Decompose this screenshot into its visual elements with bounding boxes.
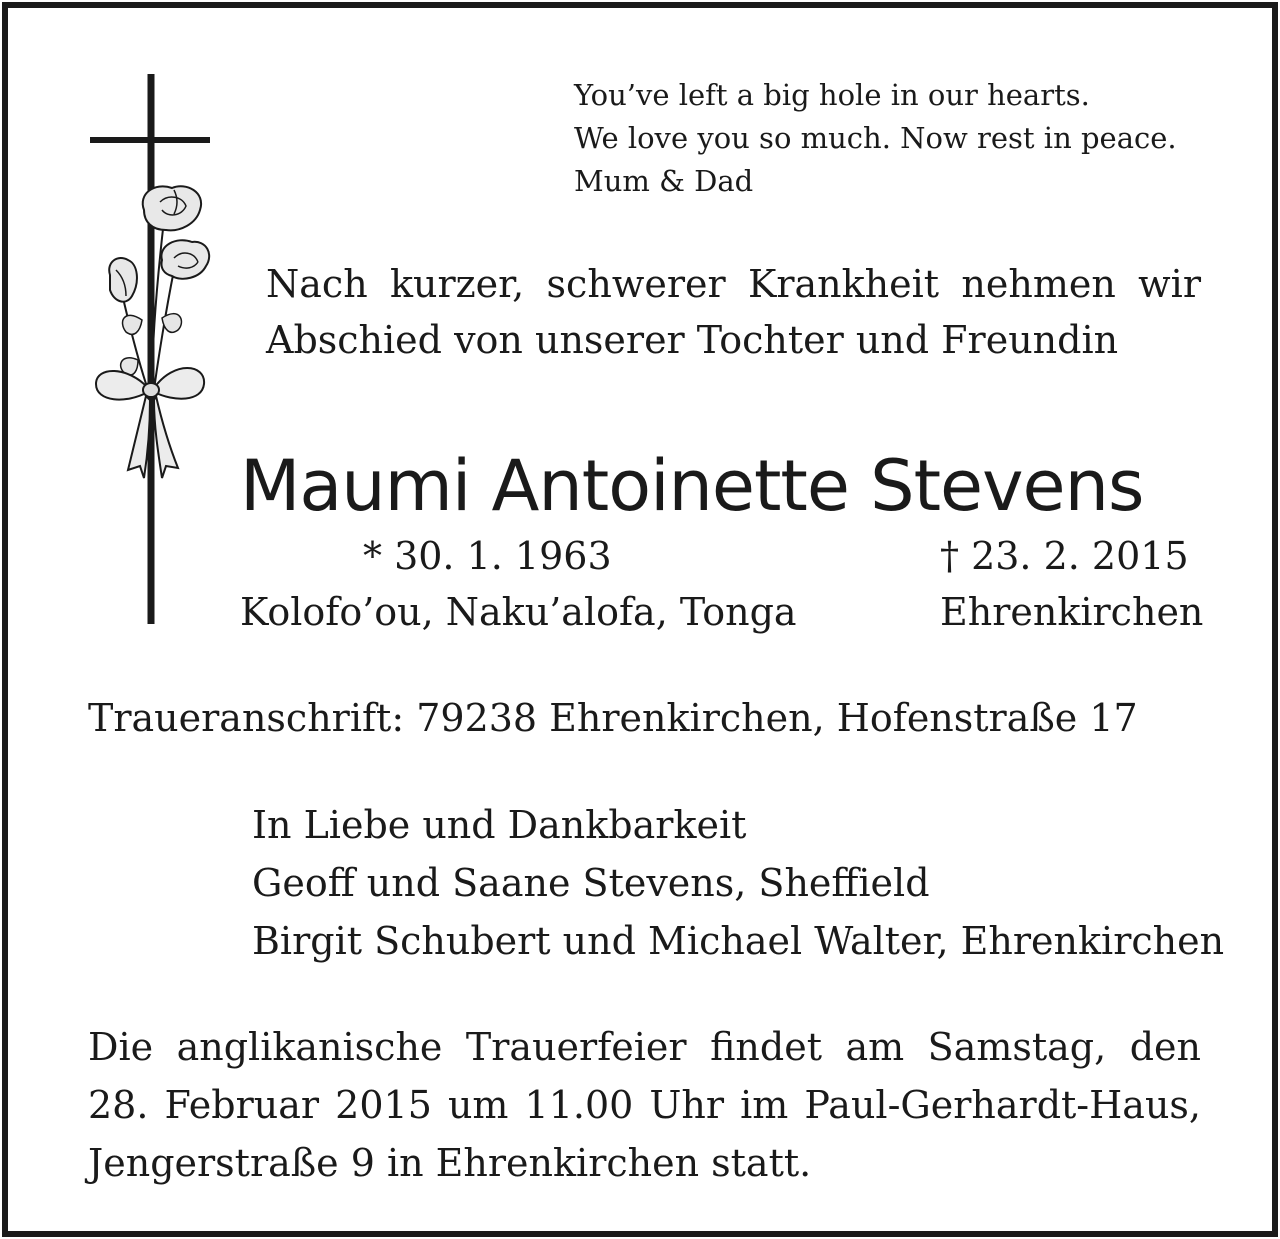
deceased-name: Maumi Antoinette Stevens (240, 445, 1144, 527)
epitaph (574, 74, 1177, 203)
service-line: Jengerstraße 9 in Ehrenkirchen statt. (88, 1141, 812, 1185)
birth-date: * 30. 1. 1963 (363, 534, 612, 578)
epitaph-line: You’ve left a big hole in our hearts. (574, 78, 1090, 112)
obituary-notice (2, 2, 1278, 1237)
epitaph-signature: Mum & Dad (574, 164, 754, 198)
intro-line: Abschied von unserer Tochter und Freundin (266, 318, 1119, 362)
death-date: † 23. 2. 2015 (940, 534, 1189, 578)
signers-line: Birgit Schubert und Michael Walter, Ehrenkirchen (252, 919, 1225, 963)
intro-text (266, 256, 1201, 368)
service-info (88, 1018, 1201, 1192)
birth-place: Kolofo’ou, Naku’alofa, Tonga (240, 590, 797, 634)
signers-line: Geoff und Saane Stevens, Sheffield (252, 861, 930, 905)
epitaph-line: We love you so much. Now rest in peace. (574, 121, 1177, 155)
intro-line: Nach kurzer, schwerer Krankheit nehmen wir (266, 262, 1201, 306)
cross-with-roses-icon (82, 70, 222, 630)
mourning-address: Traueranschrift: 79238 Ehrenkirchen, Hofenstraße 17 (88, 696, 1138, 740)
death-place: Ehrenkirchen (940, 590, 1204, 634)
service-line: 28. Februar 2015 um 11.00 Uhr im Paul-Gerhardt-Haus, (88, 1083, 1201, 1127)
signers-line: In Liebe und Dankbarkeit (252, 803, 747, 847)
signers (252, 796, 1224, 970)
service-line: Die anglikanische Trauerfeier findet am Samstag, den (88, 1025, 1201, 1069)
